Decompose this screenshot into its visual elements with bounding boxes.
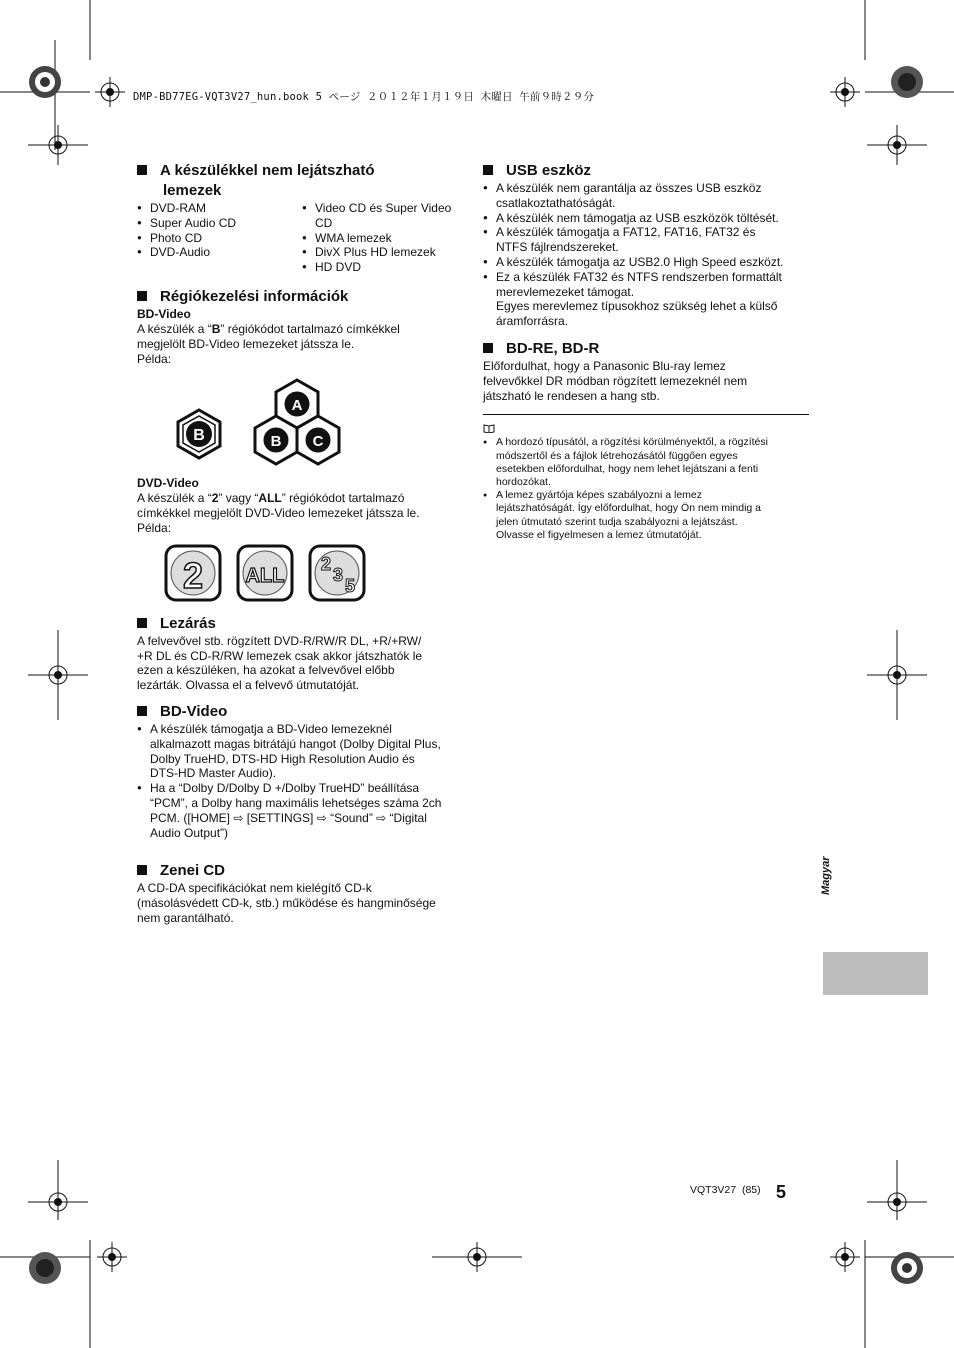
- disc-list-right: [302, 201, 467, 275]
- section-title-discs: A készülékkel nem lejátszható: [137, 161, 467, 181]
- svg-text:2: 2: [320, 553, 332, 574]
- dvd-video-label: DVD-Video: [137, 476, 199, 491]
- note-list: [483, 436, 809, 542]
- right-column: [483, 161, 809, 542]
- square-bullet-icon: [137, 618, 147, 628]
- dvd-region-2-logo: [166, 546, 220, 600]
- left-column: [137, 161, 467, 926]
- bd-region-abc-logo: [255, 380, 339, 464]
- finalize-text: A felvevővel stb. rögzített DVD-R/RW/R DL, +R/+RW/ +R DL és CD-R/RW lemezek csak akkor játszhatók le ezen a készüléken, ha azokat a felvevővel előbb lezárták. Olvassa el a felvevő útmutatóját.: [137, 633, 423, 693]
- svg-text:2: 2: [182, 554, 204, 596]
- list-item: ● A hordozó típusától, a rögzítési körülményektől, a rögzítési módszertől és a fájlok létrehozásától függően egyes esetekben előfordulhat, hogy nem lehet lejátszani a fenti hordozókat.: [483, 436, 809, 489]
- list-item: ● HD DVD: [302, 260, 467, 275]
- square-bullet-icon: [483, 165, 493, 175]
- section-title-bdvideo: BD-Video: [137, 702, 467, 722]
- list-item: ● A készülék támogatja az USB2.0 High Speed eszközt.: [483, 255, 809, 270]
- section-title-discs-2: lemezek: [163, 182, 222, 199]
- note-box: [483, 414, 809, 542]
- list-item: ● A készülék támogatja a BD-Video lemezeknél alkalmazott magas bitrátájú hangot (Dolby Digital Plus, Dolby TrueHD, DTS-HD High Resolution Audio és DTS-HD Master Audio).: [137, 722, 467, 781]
- bd-region-logos: [137, 372, 467, 472]
- svg-text:ALL: ALL: [245, 564, 285, 587]
- musiccd-text: A CD-DA specifikációkat nem kielégítő CD-k (másolásvédett CD-k, stb.) működése és hangminősége nem garantálható.: [137, 881, 436, 925]
- list-item: ● Super Audio CD: [137, 216, 302, 231]
- list-item: ● Ha a “Dolby D/Dolby D +/Dolby TrueHD” beállítása “PCM”, a Dolby hang maximális lehetséges száma 2ch PCM. ([HOME] ⇨ [SETTINGS] ⇨ “Sound” ⇨ “Digital Audio Output”): [137, 781, 467, 840]
- usb-list: [483, 181, 809, 329]
- list-item: ● DVD-RAM: [137, 201, 302, 216]
- side-language-label: Magyar: [820, 856, 832, 895]
- svg-text:C: C: [312, 433, 324, 451]
- list-item: ● WMA lemezek: [302, 231, 467, 246]
- side-tab: [823, 952, 928, 995]
- section-title-usb: USB eszköz: [483, 161, 809, 181]
- bd-video-label: BD-Video: [137, 306, 191, 321]
- square-bullet-icon: [137, 165, 147, 175]
- svg-text:5: 5: [344, 575, 356, 596]
- disc-list-left: [137, 201, 302, 275]
- square-bullet-icon: [137, 291, 147, 301]
- dvd-region-235-logo: [310, 546, 364, 600]
- list-item: ● A készülék nem támogatja az USB eszközök töltését.: [483, 211, 809, 226]
- page-number: 5: [776, 1182, 787, 1202]
- list-item: ● A készülék támogatja a FAT12, FAT16, FAT32 és NTFS fájlrendszereket.: [483, 225, 809, 255]
- section-title-finalize: Lezárás: [137, 614, 467, 634]
- square-bullet-icon: [483, 343, 493, 353]
- svg-text:3: 3: [332, 564, 344, 585]
- footer-code: VQT3V27 (85): [690, 1184, 761, 1196]
- list-item: ● Photo CD: [137, 231, 302, 246]
- list-item: ● DVD-Audio: [137, 245, 302, 260]
- disc-lists: [137, 201, 467, 275]
- dvd-region-logos: [137, 542, 467, 606]
- bdre-text: Előfordulhat, hogy a Panasonic Blu-ray lemez felvevőkkel DR módban rögzített lemezeknél nem játszható le rendesen a hang stb.: [483, 358, 748, 403]
- note-book-icon: [483, 423, 495, 433]
- square-bullet-icon: [137, 865, 147, 875]
- dvd-region-text: A készülék a “2” vagy “ALL” régiókódot tartalmazó címkékkel megjelölt DVD-Video lemezeket játssza le. Példa:: [137, 491, 420, 535]
- square-bullet-icon: [137, 706, 147, 716]
- bdvideo-list: [137, 722, 467, 840]
- section-title-bdre: BD-RE, BD-R: [483, 339, 809, 359]
- list-item: ● Video CD és Super Video CD: [302, 201, 467, 231]
- bd-region-text: A készülék a “B” régiókódot tartalmazó címkékkel megjelölt BD-Video lemezeket játssza le. Példa:: [137, 321, 400, 366]
- bd-region-b-logo: [178, 410, 220, 458]
- section-title-musiccd: Zenei CD: [137, 861, 467, 881]
- svg-text:B: B: [193, 427, 205, 445]
- section-title-region: Régiókezelési információk: [137, 287, 467, 307]
- dvd-region-all-logo: [238, 546, 292, 600]
- list-item: ● Ez a készülék FAT32 és NTFS rendszerben formattált merevlemezeket támogat. Egyes merevlemez típusokhoz szükség lehet a külső áramforrásra.: [483, 270, 809, 329]
- list-item: ● DivX Plus HD lemezek: [302, 245, 467, 260]
- svg-text:B: B: [270, 433, 282, 451]
- list-item: ● A készülék nem garantálja az összes USB eszköz csatlakoztathatóságát.: [483, 181, 809, 211]
- file-header: DMP-BD77EG-VQT3V27_hun.book 5 ページ ２０１２年１月１９日 木曜日 午前９時２９分: [133, 91, 595, 103]
- svg-text:A: A: [291, 397, 303, 415]
- list-item: ● A lemez gyártója képes szabályozni a lemez lejátszhatóságát. Így előfordulhat, hogy Ön nem mindig a jelen útmutató szerint tudja szabályozni a lejátszást. Olvasse el figyelmesen a lemez útmutatóját.: [483, 489, 809, 542]
